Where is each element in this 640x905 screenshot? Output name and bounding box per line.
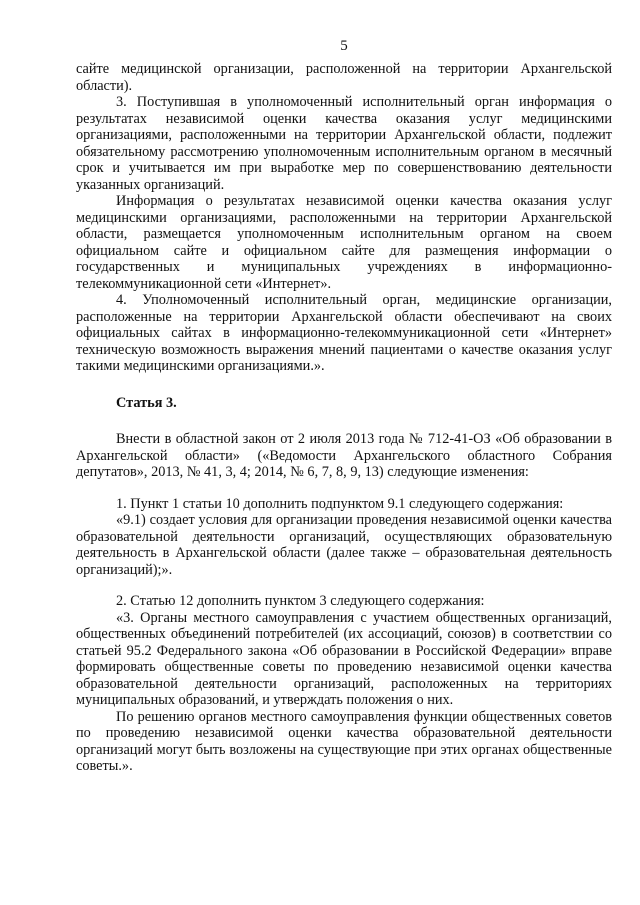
paragraph-amendment-2-decision: По решению органов местного самоуправления функции общественных советов по проведению независимой оценки качества образовательной деятельности организаций могут быть возложены на существующие при этих органах общественные советы.». <box>76 708 612 774</box>
paragraph-amendment-1-text: «9.1) создает условия для организации проведения независимой оценки качества образовательной деятельности организаций, осуществляющих образовательную деятельность в Архангельской области (далее также – образовательная деятельность организаций);». <box>76 512 612 578</box>
document-body <box>76 61 612 775</box>
paragraph-item-3: 3. Поступившая в уполномоченный исполнительный орган информация о результатах независимой оценки качества оказания услуг медицинскими организациями, расположенными на территории Архангельской области, подлежит обязательному рассмотрению уполномоченным исполнительным органом в месячный срок и учитывается им при выработке мер по совершенствованию деятельности указанных организаций. <box>76 94 612 193</box>
page-number: 5 <box>340 38 348 54</box>
paragraph-amendment-1: 1. Пункт 1 статьи 10 дополнить подпунктом 9.1 следующего содержания: <box>116 495 564 512</box>
paragraph-amendment-2: 2. Статью 12 дополнить пунктом 3 следующего содержания: <box>116 593 485 609</box>
paragraph-information: Информация о результатах независимой оценки качества оказания услуг медицинскими организациями, расположенными на территории Архангельской области, размещается уполномоченным исполнительным органом на своем официальном сайте и официальном сайте для размещения информации о государственных и муниципальных учреждениях в информационно-телекоммуникационной сети «Интернет». <box>76 193 612 292</box>
article-heading: Статья 3. <box>116 394 177 411</box>
paragraph-continuation: сайте медицинской организации, расположенной на территории Архангельской области). <box>76 61 612 94</box>
paragraph-amendment-2-text: «3. Органы местного самоуправления с участием общественных организаций, общественных объединений потребителей (их ассоциаций, союзов) в соответствии со статьей 95.2 Федерального закона «Об образовании в Российской Федерации» вправе формировать общественные советы по проведению независимой оценки качества образовательной деятельности организаций, расположенных на территориях муниципальных образований, и утверждать положения о них. <box>76 609 612 708</box>
paragraph-amendment-intro: Внести в областной закон от 2 июля 2013 года № 712-41-ОЗ «Об образовании в Архангельской области» («Ведомости Архангельского областного Собрания депутатов», 2013, № 41, 3, 4; 2014, № 6, 7, 8, 9, 13) следующие изменения: <box>76 431 612 480</box>
paragraph-item-4: 4. Уполномоченный исполнительный орган, медицинские организации, расположенные на территории Архангельской области обеспечивают на своих официальных сайтах в информационно-телекоммуникационной сети «Интернет» техническую возможность выражения мнений пациентами о качестве оказания услуг такими медицинскими организациями.». <box>76 292 612 374</box>
